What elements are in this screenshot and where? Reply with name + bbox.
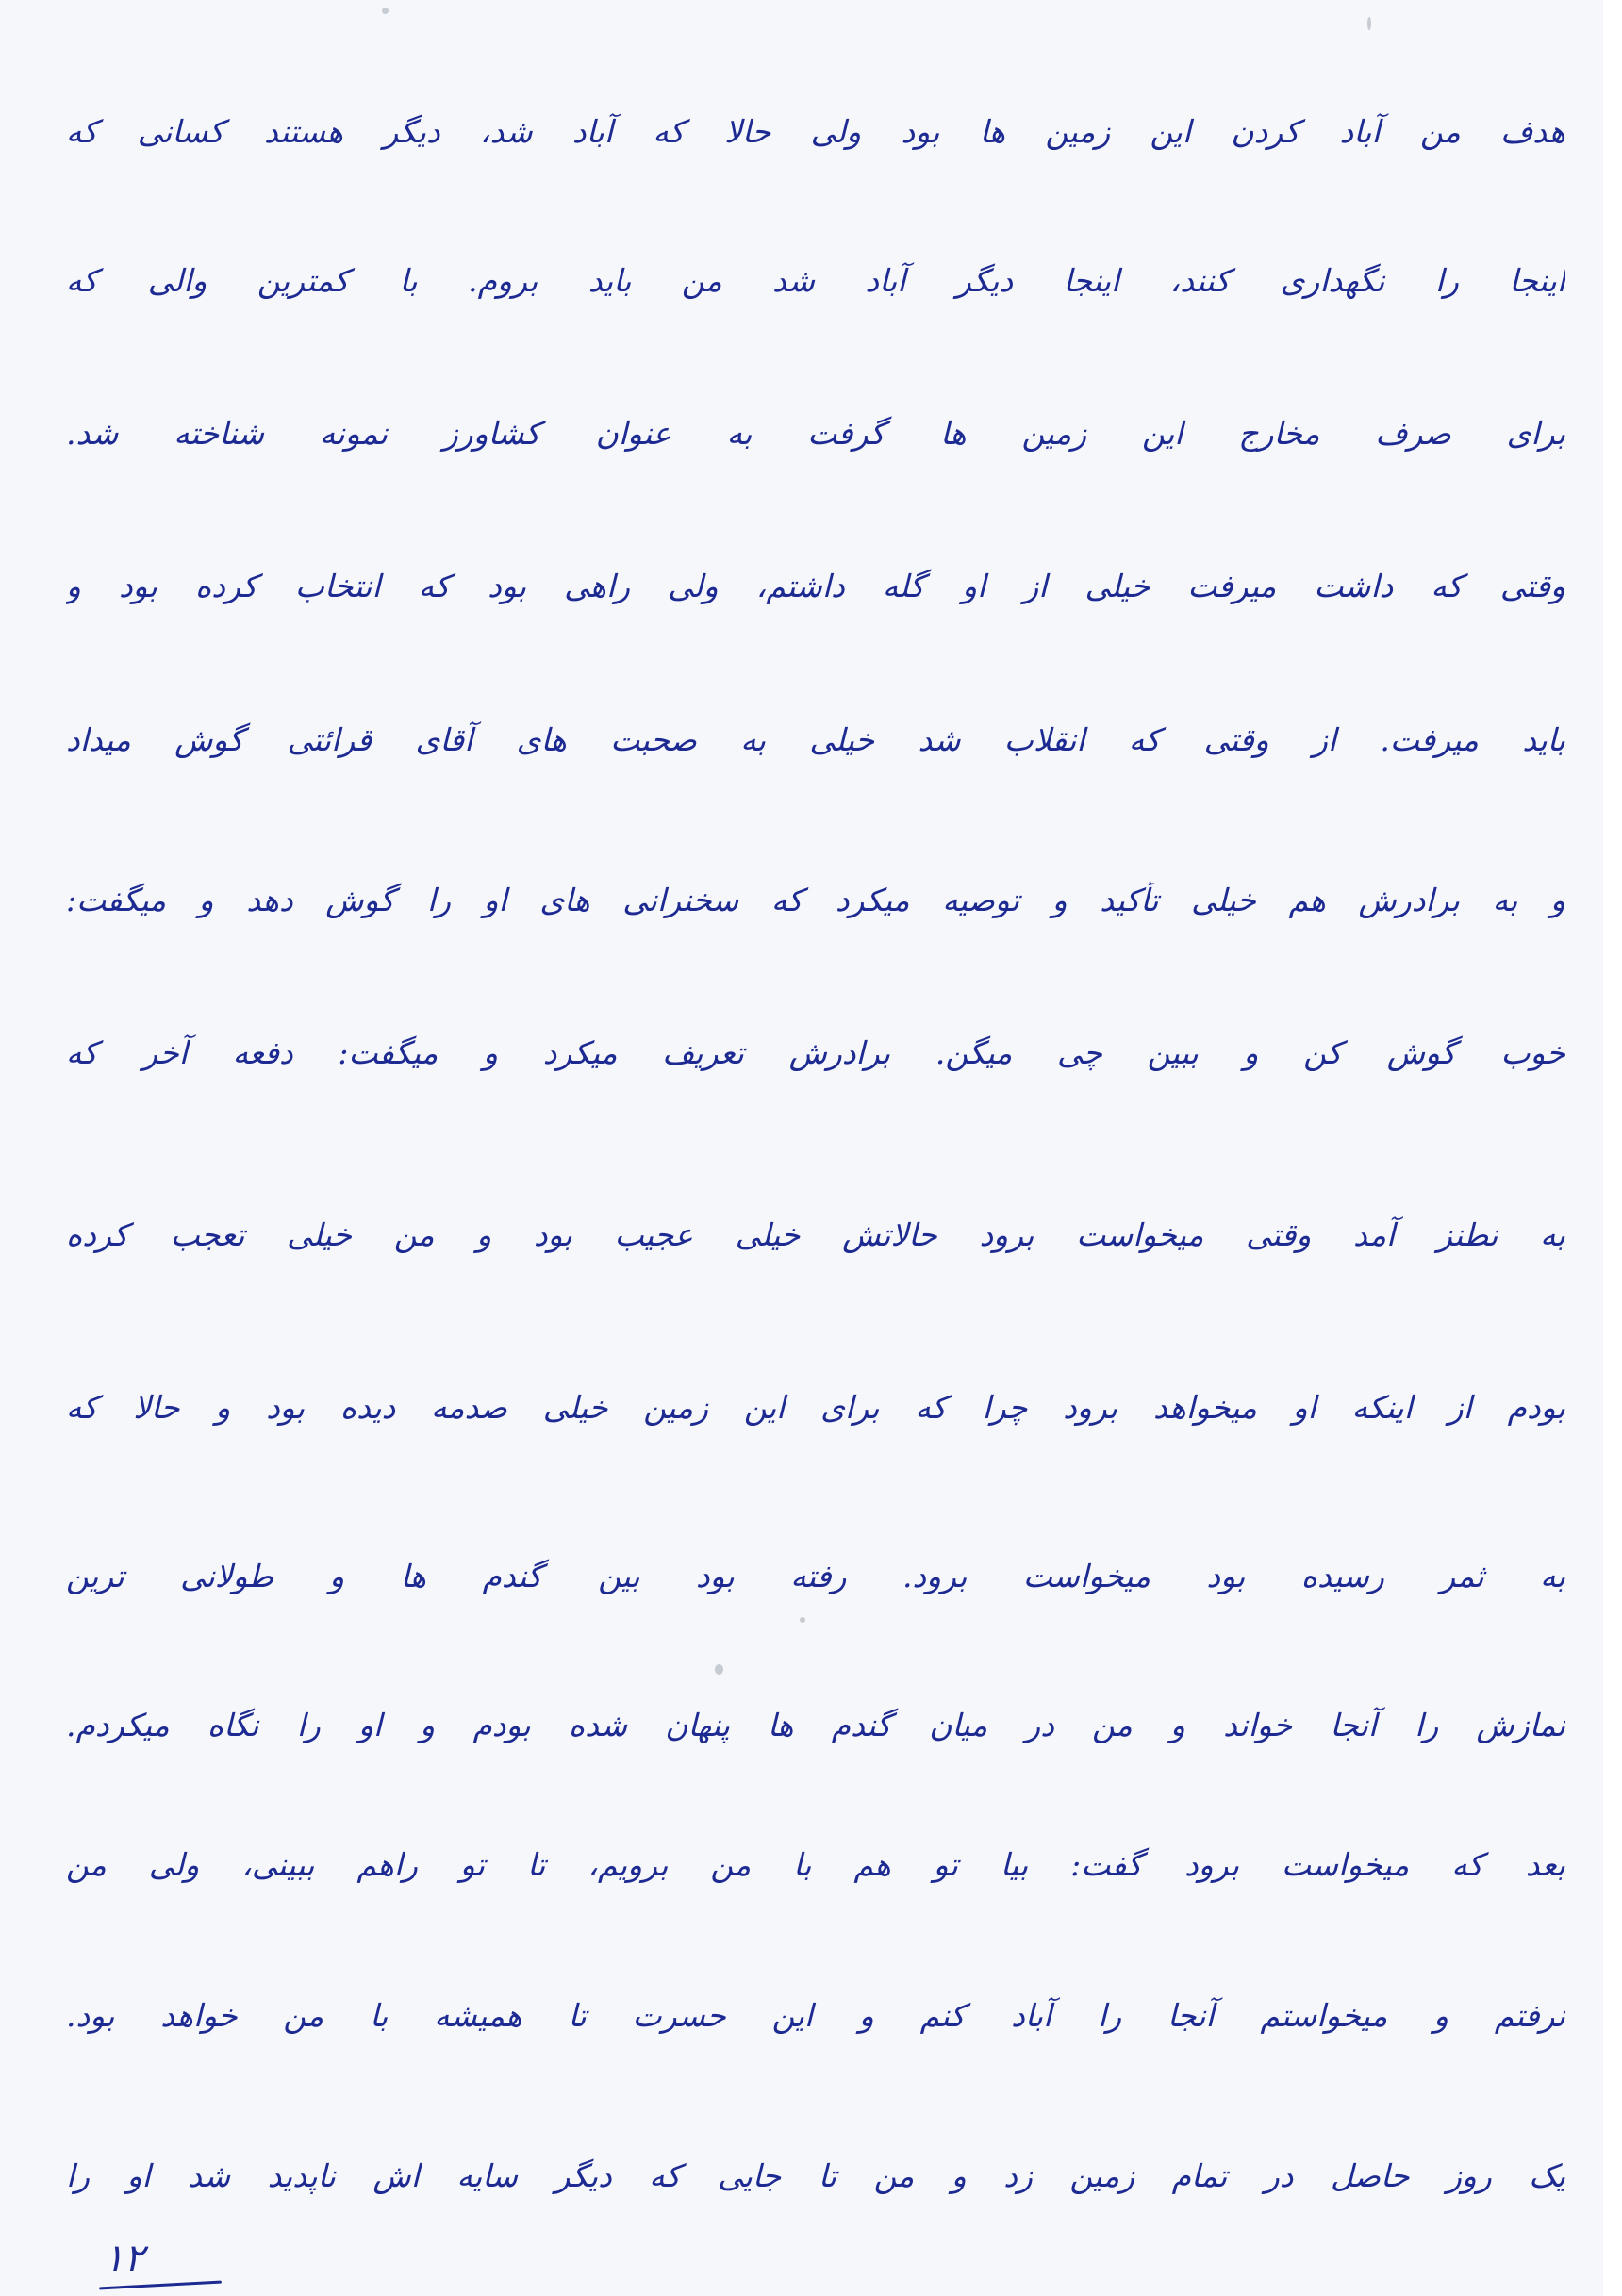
page-number-underline <box>99 2281 222 2290</box>
page-edge <box>1603 0 1622 2296</box>
text-line-1: هدف من آباد کردن این زمین ها بود ولی حالا که آباد شد، دیگر هستند کسانی که <box>66 113 1565 150</box>
paper-speck <box>382 8 389 14</box>
text-line-6: و به برادرش هم خیلی تأکید و توصیه میکرد که سخنرانی های او را گوش دهد و میگفت: <box>66 882 1565 918</box>
text-line-8: به نطنز آمد وقتی میخواست برود حالاتش خیلی عجیب بود و من خیلی تعجب کرده <box>66 1216 1565 1253</box>
text-line-5: باید میرفت. از وقتی که انقلاب شد خیلی به صحبت های آقای قرائتی گوش میداد <box>66 721 1565 758</box>
text-line-12: بعد که میخواست برود گفت: بیا تو هم با من برویم، تا تو راهم ببینی، ولی من <box>66 1846 1565 1883</box>
text-line-7: خوب گوش کن و ببین چی میگن. برادرش تعریف میکرد و میگفت: دفعه آخر که <box>66 1034 1565 1071</box>
text-line-14: یک روز حاصل در تمام زمین زد و من تا جایی که دیگر سایه اش ناپدید شد او را <box>66 2157 1565 2194</box>
text-line-3: برای صرف مخارج این زمین ها گرفت به عنوان کشاورز نمونه شناخته شد. <box>66 415 1565 452</box>
page-number: ۱۲ <box>104 2237 144 2280</box>
text-line-10: به ثمر رسیده بود میخواست برود. رفته بود بین گندم ها و طولانی ترین <box>66 1558 1565 1594</box>
text-line-13: نرفتم و میخواستم آنجا را آباد کنم و این حسرت تا همیشه با من خواهد بود. <box>66 1997 1565 2034</box>
text-line-4: وقتی که داشت میرفت خیلی از او گله داشتم، ولی راهی بود که انتخاب کرده بود و <box>66 568 1565 604</box>
paper-speck <box>1367 17 1371 30</box>
paper-speck <box>715 1664 723 1675</box>
text-line-9: بودم از اینکه او میخواهد برود چرا که برای این زمین خیلی صدمه دیده بود و حالا که <box>66 1389 1565 1426</box>
text-line-2: اینجا را نگهداری کنند، اینجا دیگر آباد شد من باید بروم. با کمترین والی که <box>66 262 1565 299</box>
text-line-11: نمازش را آنجا خواند و من در میان گندم ها پنهان شده بودم و او را نگاه میکردم. <box>66 1707 1565 1743</box>
paper-speck <box>800 1617 805 1623</box>
